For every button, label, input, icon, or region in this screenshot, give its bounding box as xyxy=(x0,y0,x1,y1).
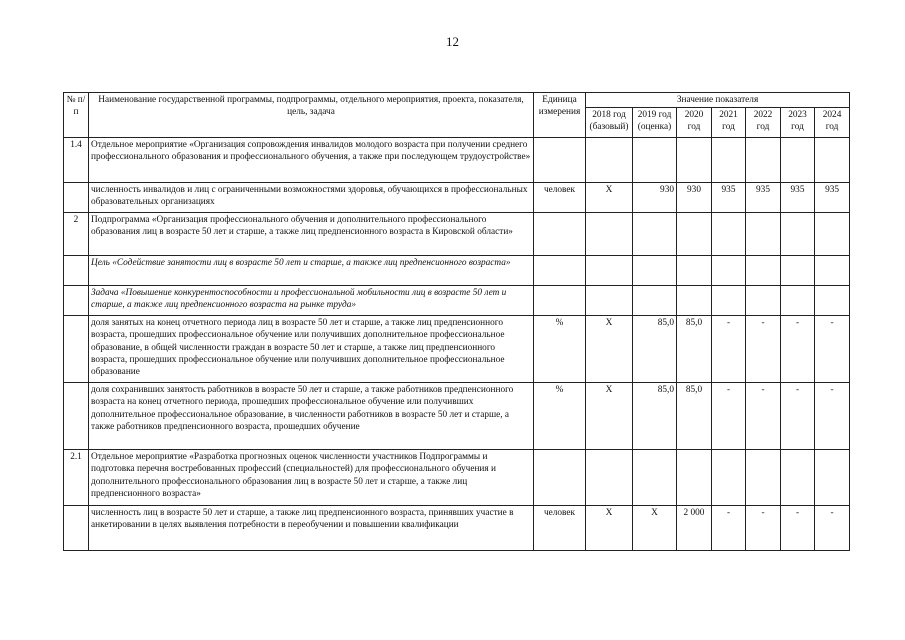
header-year-note: (базовый) xyxy=(589,122,629,133)
header-year-5 xyxy=(781,108,815,138)
row-value-3 xyxy=(712,256,746,286)
row-num: 2.1 xyxy=(64,450,89,506)
row-value-3 xyxy=(712,450,746,506)
row-value-5: 935 xyxy=(781,183,815,213)
row-value-6 xyxy=(815,213,850,256)
header-year-label: 2020 xyxy=(684,110,704,121)
header-year-label: 2019 год xyxy=(637,110,672,121)
row-unit xyxy=(534,286,586,316)
header-unit: Единица измерения xyxy=(534,93,586,138)
row-unit: человек xyxy=(534,506,586,551)
header-year-2 xyxy=(677,108,712,138)
table-header xyxy=(64,93,850,138)
row-num xyxy=(64,316,89,383)
row-value-3: - xyxy=(712,383,746,450)
row-value-3 xyxy=(712,138,746,183)
header-year-note: год xyxy=(756,122,770,133)
row-name: численность инвалидов и лиц с ограниченными возможностями здоровья, обучающихся в профессиональных образовательных организациях xyxy=(89,183,534,213)
row-value-5: - xyxy=(781,506,815,551)
header-year-note: год xyxy=(825,122,839,133)
row-value-4 xyxy=(746,286,781,316)
row-value-0 xyxy=(586,213,633,256)
row-value-2: 930 xyxy=(677,183,712,213)
row-value-5 xyxy=(781,256,815,286)
row-value-1 xyxy=(633,138,677,183)
table-body xyxy=(64,138,850,551)
table-row xyxy=(64,383,850,450)
table-row xyxy=(64,450,850,506)
row-value-3: - xyxy=(712,506,746,551)
row-value-1: 930 xyxy=(633,183,677,213)
row-num xyxy=(64,383,89,450)
row-value-5 xyxy=(781,213,815,256)
row-value-6: - xyxy=(815,383,850,450)
header-year-label: 2022 xyxy=(753,110,773,121)
row-value-5 xyxy=(781,138,815,183)
row-value-5 xyxy=(781,286,815,316)
row-value-3: - xyxy=(712,316,746,383)
header-year-3 xyxy=(712,108,746,138)
row-unit: % xyxy=(534,383,586,450)
row-value-2 xyxy=(677,450,712,506)
row-value-0 xyxy=(586,450,633,506)
header-year-0 xyxy=(586,108,633,138)
row-value-1: Х xyxy=(633,506,677,551)
row-value-1 xyxy=(633,450,677,506)
row-num: 2 xyxy=(64,213,89,256)
row-value-1 xyxy=(633,286,677,316)
row-value-6: - xyxy=(815,316,850,383)
row-value-3 xyxy=(712,213,746,256)
row-unit: человек xyxy=(534,183,586,213)
row-value-1 xyxy=(633,256,677,286)
row-name: Отдельное мероприятие «Организация сопровождения инвалидов молодого возраста при получении среднего профессионального образования и профессионального обучения, а также при последующем трудоустройстве» xyxy=(89,138,534,183)
row-name: Цель «Содействие занятости лиц в возрасте 50 лет и старше, а также лиц предпенсионного возраста» xyxy=(89,256,534,286)
row-value-4: - xyxy=(746,506,781,551)
row-value-4: - xyxy=(746,316,781,383)
row-unit: % xyxy=(534,316,586,383)
table-row xyxy=(64,316,850,383)
row-value-0: Х xyxy=(586,506,633,551)
row-value-2: 85,0 xyxy=(677,383,712,450)
row-value-0 xyxy=(586,286,633,316)
row-value-0: Х xyxy=(586,383,633,450)
header-year-label: 2021 xyxy=(719,110,738,121)
header-name: Наименование государственной программы, подпрограммы, отдельного мероприятия, проекта, показателя, цель, задача xyxy=(89,93,534,138)
row-value-2 xyxy=(677,286,712,316)
row-num xyxy=(64,506,89,551)
row-value-4 xyxy=(746,138,781,183)
row-unit xyxy=(534,138,586,183)
row-name: численность лиц в возрасте 50 лет и старше, а также лиц предпенсионного возраста, принявших участие в анкетировании в целях выявления потребности в переобучении и повышении квалификации xyxy=(89,506,534,551)
row-num xyxy=(64,286,89,316)
table-row xyxy=(64,286,850,316)
header-year-label: 2018 год xyxy=(592,110,626,121)
header-year-label: 2023 xyxy=(788,110,807,121)
header-year-1 xyxy=(633,108,677,138)
row-unit xyxy=(534,256,586,286)
header-year-note: год xyxy=(722,122,735,133)
row-value-4 xyxy=(746,256,781,286)
row-value-2 xyxy=(677,256,712,286)
row-value-4 xyxy=(746,450,781,506)
page-number: 12 xyxy=(446,34,459,49)
row-value-0 xyxy=(586,138,633,183)
header-num: № п/п xyxy=(64,93,89,138)
header-values-title: Значение показателя xyxy=(586,93,850,108)
row-value-4: - xyxy=(746,383,781,450)
header-year-6 xyxy=(815,108,850,138)
row-value-6 xyxy=(815,286,850,316)
row-num xyxy=(64,183,89,213)
row-value-0 xyxy=(586,256,633,286)
row-value-1 xyxy=(633,213,677,256)
row-value-6: - xyxy=(815,506,850,551)
row-value-6 xyxy=(815,138,850,183)
row-value-0: Х xyxy=(586,316,633,383)
row-value-4: 935 xyxy=(746,183,781,213)
row-value-6 xyxy=(815,450,850,506)
row-value-0: Х xyxy=(586,183,633,213)
table-row xyxy=(64,138,850,183)
table-row xyxy=(64,506,850,551)
indicators-table xyxy=(63,92,850,551)
header-year-note: (оценка) xyxy=(637,122,672,133)
row-value-1: 85,0 xyxy=(633,383,677,450)
row-name: Подпрограмма «Организация профессионального обучения и дополнительного профессионального образования лиц в возрасте 50 лет и старше, а также лиц предпенсионного возраста в Кировской области» xyxy=(89,213,534,256)
row-value-3: 935 xyxy=(712,183,746,213)
row-value-5 xyxy=(781,450,815,506)
row-value-2: 2 000 xyxy=(677,506,712,551)
row-name: Отдельное мероприятие «Разработка прогнозных оценок численности участников Подпрограммы и подготовка перечня востребованных профессий (специальностей) для профессионального обучения и дополнительного профессионального образования лиц в возрасте 50 лет и старше, а также лиц предпенсионного возраста» xyxy=(89,450,534,506)
row-num xyxy=(64,256,89,286)
row-unit xyxy=(534,213,586,256)
table-row xyxy=(64,256,850,286)
row-value-2 xyxy=(677,138,712,183)
header-year-note: год xyxy=(687,122,701,133)
row-value-4 xyxy=(746,213,781,256)
row-value-2 xyxy=(677,213,712,256)
row-num: 1.4 xyxy=(64,138,89,183)
row-value-5: - xyxy=(781,383,815,450)
row-value-6: 935 xyxy=(815,183,850,213)
row-unit xyxy=(534,450,586,506)
row-value-3 xyxy=(712,286,746,316)
row-value-1: 85,0 xyxy=(633,316,677,383)
row-name: доля сохранивших занятость работников в возрасте 50 лет и старше, а также работников предпенсионного возраста на конец отчетного периода, прошедших профессиональное обучение или получивших дополнительное профессиональное образование, в численности работников в возрасте 50 лет и старше, а также работников предпенсионного возраста, прошедших обучение xyxy=(89,383,534,450)
row-value-6 xyxy=(815,256,850,286)
row-name: Задача «Повышение конкурентоспособности и профессиональной мобильности лиц в возрасте 50 лет и старше, а также лиц предпенсионного возраста на рынке труда» xyxy=(89,286,534,316)
header-year-4 xyxy=(746,108,781,138)
table-row xyxy=(64,213,850,256)
row-value-5: - xyxy=(781,316,815,383)
header-year-note: год xyxy=(791,122,804,133)
row-value-2: 85,0 xyxy=(677,316,712,383)
row-name: доля занятых на конец отчетного периода лиц в возрасте 50 лет и старше, а также лиц предпенсионного возраста, прошедших профессиональное обучение или получивших дополнительное профессиональное образование, в общей численности граждан в возрасте 50 лет и старше, а также лиц предпенсионного возраста, прошедших профессиональное обучение или получивших дополнительное профессиональное образование xyxy=(89,316,534,383)
header-year-label: 2024 xyxy=(822,110,842,121)
table-row xyxy=(64,183,850,213)
